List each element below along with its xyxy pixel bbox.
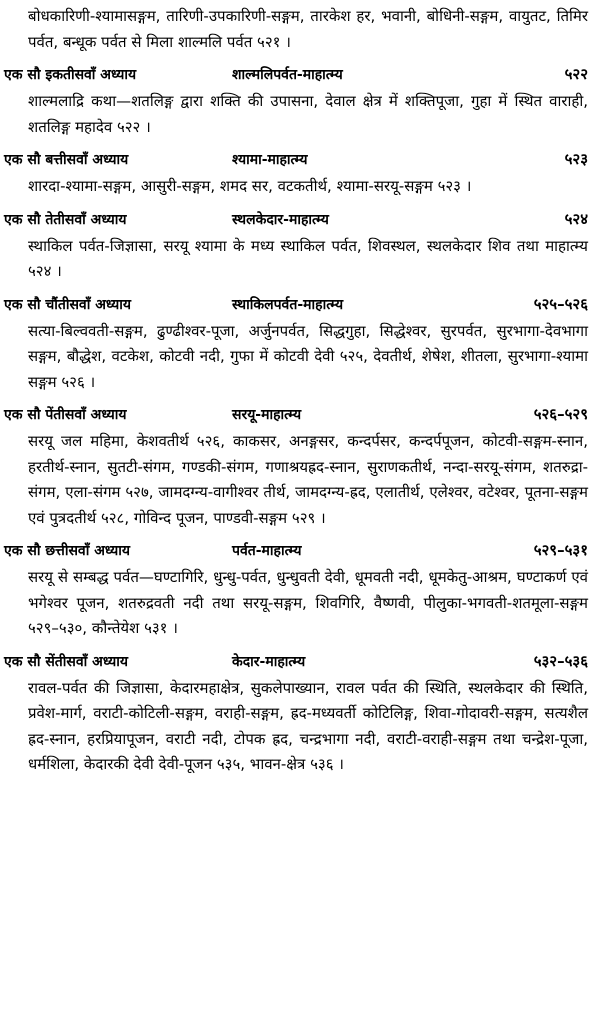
- chapter-summary: सरयू जल महिमा, केशवतीर्थ ५२६, काकसर, अनङ्गसर, कन्दर्पसर, कन्दर्पपूजन, कोटवी-सङ्गम-स्नान, हरतीर्थ-स्नान, सुतटी-संगम, गण्डकी-संगम, गणाश्रयह्रद-स्नान, सुराणकतीर्थ, नन्दा-सरयू-संगम, शतरुद्रा-संगम, एला-संगम ५२७, जामदग्न्य-वागीश्वर तीर्थ, जामदग्न्य-ह्रद, एलातीर्थ, एलेश्वर, वटेश्वर, पूतना-सङ्गम एवं पुत्रदतीर्थ ५२८, गोविन्द पूजन, पाण्डवी-सङ्गम ५२९ ।: [28, 432, 588, 527]
- chapter-summary: सरयू से सम्बद्ध पर्वत—घण्टागिरि, धुन्धु-पर्वत, धुन्धुवती देवी, धूमवती नदी, धूमकेतु-आश्रम, घण्टाकर्ण एवं भगेश्वर पूजन, शतरुद्रवती नदी तथा सरयू-सङ्गम, शिवगिरि, वैष्णवी, पीलुका-भगवती-शतमूला-सङ्गम ५२९–५३०, कौन्तेयेश ५३१ ।: [28, 568, 588, 637]
- chapter-page-range: ५२५–५२६: [533, 294, 588, 313]
- chapter-summary: सत्या-बिल्ववती-सङ्गम, ढुण्ढीश्वर-पूजा, अर्जुनपर्वत, सिद्धगुहा, सिद्धेश्वर, सुरपर्वत, सुरभागा-देवभागा सङ्गम, बौद्धेश, वटकेश, कोटवी नदी, गुफा में कोटवी देवी ५२५, देवतीर्थ, शेषेश, शीतला, सुरभागा-श्यामा सङ्गम ५२६ ।: [28, 321, 588, 391]
- intro-paragraph: बोधकारिणी-श्यामासङ्गम, तारिणी-उपकारिणी-सङ्गम, तारकेश हर, भवानी, बोधिनी-सङ्गम, वायुतट, तिमिर पर्वत, बन्धूक पर्वत से मिला शाल्मलि पर्वत ५२१ ।: [28, 7, 588, 51]
- chapter-entry: [4, 535, 588, 642]
- chapter-list: [4, 59, 588, 778]
- chapter-summary: स्थाकिल पर्वत-जिज्ञासा, सरयू श्यामा के मध्य स्थाकिल पर्वत, शिवस्थल, स्थलकेदार शिव तथा माहात्म्य ५२४ ।: [28, 236, 588, 280]
- chapter-title: केदार-माहात्म्य: [232, 653, 306, 670]
- chapter-entry: [4, 204, 588, 285]
- chapter-title: सरयू-माहात्म्य: [232, 407, 302, 423]
- chapter-entry: [4, 399, 588, 531]
- chapter-entry: [4, 59, 588, 140]
- chapter-title: श्यामा-माहात्म्य: [232, 152, 308, 168]
- chapter-page-range: ५२४: [564, 209, 588, 228]
- chapter-page-range: ५२२: [564, 65, 588, 83]
- chapter-heading: [4, 399, 588, 429]
- chapter-title: स्थाकिलपर्वत-माहात्म्य: [232, 296, 344, 313]
- chapter-summary: शाल्मलाद्रि कथा—शतलिङ्ग द्वारा शक्ति की उपासना, देवाल क्षेत्र में शक्तिपूजा, गुहा में स्थित वाराही, शतलिङ्ग महादेव ५२२ ।: [28, 92, 588, 136]
- chapter-number: एक सौ पेंतीसवाँ अध्याय: [4, 407, 127, 423]
- chapter-heading: [4, 646, 588, 676]
- chapter-page-range: ५३२–५३६: [533, 651, 588, 670]
- chapter-number: एक सौ बत्तीसवाँ अध्याय: [4, 152, 129, 168]
- chapter-title: स्थलकेदार-माहात्म्य: [232, 211, 329, 228]
- chapter-title: पर्वत-माहात्म्य: [232, 543, 302, 559]
- chapter-page-range: ५२९–५३१: [533, 541, 588, 559]
- chapter-number: एक सौ चौंतीसवाँ अध्याय: [4, 296, 132, 313]
- chapter-heading: [4, 204, 588, 234]
- chapter-title: शाल्मलिपर्वत-माहात्म्य: [232, 67, 343, 83]
- chapter-summary: रावल-पर्वत की जिज्ञासा, केदारमहाक्षेत्र, सुकलेपाख्यान, रावल पर्वत की स्थिति, स्थलकेदार की स्थिति, प्रवेश-मार्ग, वराटी-कोटिली-सङ्गम, वराही-सङ्गम, ह्रद-मध्यवर्ती कोटिलिङ्ग, शिवा-गोदावरी-सङ्गम, सत्यशैल ह्रद-स्नान, हरप्रियापूजन, वराटी नदी, टोपक ह्रद, चन्द्रभागा नदी, वराटी-वराही-सङ्गम तथा चन्द्रेश-पूजा, धर्मशिला, केदारकी देवी देवी-पूजन ५३५, भावन-क्षेत्र ५३६ ।: [28, 678, 588, 773]
- chapter-heading: [4, 289, 588, 319]
- chapter-summary: शारदा-श्यामा-सङ्गम, आसुरी-सङ्गम, शमद सर, वटकतीर्थ, श्यामा-सरयू-सङ्गम ५२३ ।: [28, 177, 472, 195]
- chapter-number: एक सौ सेंतीसवाँ अध्याय: [4, 653, 128, 670]
- chapter-heading: [4, 59, 588, 89]
- chapter-number: एक सौ तेतीसवाँ अध्याय: [4, 211, 127, 228]
- chapter-entry: [4, 289, 588, 396]
- chapter-heading: [4, 144, 588, 174]
- chapter-page-range: ५२३: [564, 150, 588, 168]
- chapter-number: एक सौ छत्तीसवाँ अध्याय: [4, 543, 131, 559]
- chapter-page-range: ५२६–५२९: [533, 405, 588, 423]
- chapter-entry: [4, 144, 588, 200]
- chapter-heading: [4, 535, 588, 565]
- chapter-entry: [4, 646, 588, 778]
- chapter-number: एक सौ इकतीसवाँ अध्याय: [4, 67, 137, 83]
